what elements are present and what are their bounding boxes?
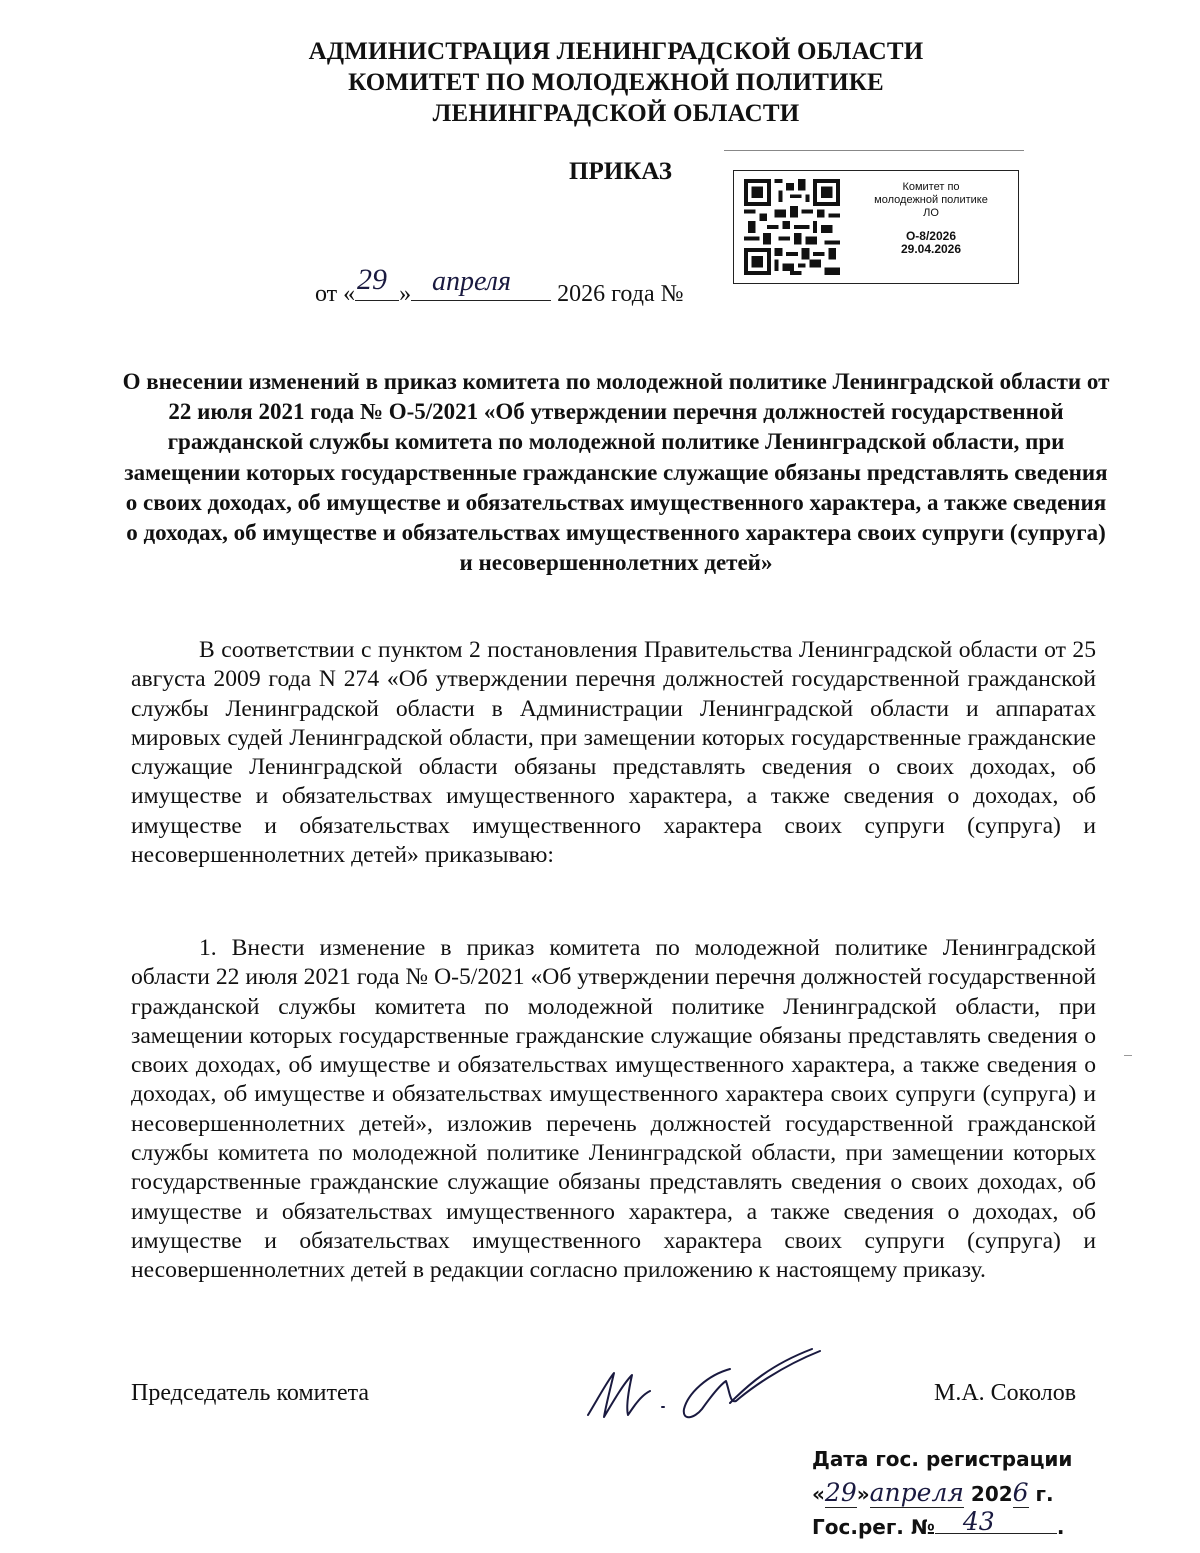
registration-label: Дата гос. регистрации — [812, 1447, 1073, 1471]
date-prefix: от « — [315, 281, 356, 307]
registration-number-line: Гос.рег. № 43 . — [812, 1507, 1065, 1539]
header-line-1: АДМИНИСТРАЦИЯ ЛЕНИНГРАДСКОЙ ОБЛАСТИ — [308, 38, 924, 65]
handwritten-day: 29 — [357, 263, 387, 296]
registration-hand-day: 29 — [824, 1478, 857, 1507]
document-header — [0, 36, 1200, 129]
signatory-role: Председатель комитета — [131, 1380, 370, 1406]
registration-number-blank — [935, 1507, 1057, 1536]
handwritten-month: апреля — [432, 266, 511, 297]
stamp-org-line-2: молодежной политике — [874, 194, 988, 206]
order-title: ПРИКАЗ — [569, 158, 672, 185]
registration-hand-year-digit: 6 — [1012, 1478, 1029, 1507]
qr-code-icon — [744, 179, 840, 275]
stamp-top-rule — [724, 150, 1024, 151]
preamble-paragraph: В соответствии с пунктом 2 постановления Правительства Ленинградской области от 25 августа 2009 года N 274 «Об утверждении перечня должностей государственной гражданской службы Ленинградской области в Администрации Ленинградской области и аппаратах мировых судей Ленинградской области, при замещении которых государственные гражданские служащие Ленинградской области обязаны представлять сведения о своих доходах, об имуществе и обязательствах имущественного характера, а также сведения о доходах, об имуществе и обязательствах имущественного характера своих супруги (супруга) и несовершеннолетних детей» приказываю: — [131, 637, 1096, 869]
registration-hand-month: апреля — [869, 1478, 964, 1507]
header-line-3: ЛЕНИНГРАДСКОЙ ОБЛАСТИ — [432, 100, 800, 127]
date-suffix: 2026 года № — [557, 281, 684, 307]
stamp-org-line-3: ЛО — [923, 207, 939, 219]
stamp-text — [848, 181, 1014, 256]
margin-mark — [1124, 1055, 1132, 1056]
date-mid: » — [399, 281, 412, 307]
state-registration-block — [812, 1443, 1072, 1544]
stamp-date: 29.04.2026 — [900, 242, 962, 256]
header-line-2: КОМИТЕТ ПО МОЛОДЕЖНОЙ ПОЛИТИКЕ — [348, 69, 884, 96]
registration-stamp — [733, 170, 1019, 284]
stamp-org-line-1: Комитет по — [902, 181, 960, 193]
registration-date-line: «29»апреля 2026 г. — [812, 1478, 1054, 1507]
order-subject: О внесении изменений в приказ комитета по молодежной политике Ленинградской области от 22 июля 2021 года № О-5/2021 «Об утверждении перечня должностей государственной гражданской службы комитета по молодежной политике Ленинградской области, при замещении которых государственные гражданские служащие обязаны представлять сведения о своих доходах, об имуществе и обязательствах имущественного характера, а также сведения о доходах, об имуществе и обязательствах имущественного характера своих супруги (супруга) и несовершеннолетних детей» — [122, 369, 1110, 576]
handwritten-signature — [580, 1345, 840, 1435]
clause-1-paragraph: 1. Внести изменение в приказ комитета по молодежной политике Ленинградской области 22 июля 2021 года № О-5/2021 «Об утверждении перечня должностей государственной гражданской службы комитета по молодежной политике Ленинградской области, при замещении которых государственные гражданские служащие обязаны представлять сведения о своих доходах, об имуществе и обязательствах имущественного характера, а также сведения о доходах, об имуществе и обязательствах имущественного характера своих супруги (супруга) и несовершеннолетних детей», изложив перечень должностей государственной гражданской службы комитета по молодежной политике Ленинградской области, при замещении которых государственные гражданские служащие обязаны представлять сведения о своих доходах, об имуществе и обязательствах имущественного характера, а также сведения о доходах, об имуществе и обязательствах имущественного характера своих супруги (супруга) и несовершеннолетних детей в редакции согласно приложению к настоящему приказу. — [131, 935, 1096, 1284]
signatory-name: М.А. Соколов — [934, 1380, 1077, 1406]
registration-hand-number: 43 — [962, 1507, 995, 1536]
registration-number-label: Гос.рег. № — [812, 1515, 935, 1539]
stamp-number: О-8/2026 — [905, 229, 957, 243]
